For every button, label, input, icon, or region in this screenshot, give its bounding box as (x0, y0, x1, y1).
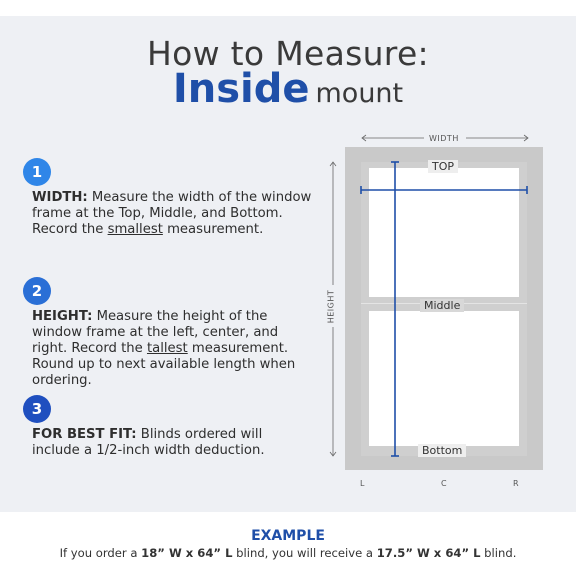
step-1-heading: WIDTH: (32, 190, 88, 205)
step-1-body: Measure the width of the window frame at the Top, Middle, and Bottom. Record the (32, 190, 312, 237)
example-text (0, 546, 576, 560)
example-text-part2: blind, you will receive a (232, 546, 377, 560)
title-emphasis: Inside (172, 66, 310, 112)
step-2-body: Measure the height of the window frame at the left, center, and right. Record the (32, 309, 279, 356)
upper-glass (369, 168, 519, 297)
example-text-part3: blind. (480, 546, 517, 560)
width-label: WIDTH (429, 134, 459, 143)
right-marker: R (513, 479, 520, 488)
top-label: TOP (428, 160, 458, 173)
example-title: EXAMPLE (251, 528, 325, 544)
title-suffix: mount (315, 78, 404, 109)
left-marker: L (360, 479, 365, 488)
step-1-highlight: smallest (107, 222, 163, 237)
step-3-badge: 3 (23, 395, 51, 423)
example-text-part1: If you order a (59, 546, 142, 560)
page-title: How to Measure: (147, 34, 429, 73)
bottom-label: Bottom (418, 444, 466, 457)
height-label: HEIGHT (326, 289, 336, 324)
step-2-highlight: tallest (146, 341, 188, 356)
step-1-body-end: measurement. (162, 222, 264, 237)
step-2-heading: HEIGHT: (32, 309, 93, 324)
step-3-body: Blinds ordered will include a 1/2-inch width deduction. (32, 427, 265, 458)
example-order-size: 18” W x 64” L (141, 546, 233, 560)
step-2-body-end: measurement. Round up to next available length when ordering. (32, 341, 296, 388)
step-1-badge: 1 (23, 158, 51, 186)
middle-label: Middle (420, 299, 464, 312)
lower-glass (369, 311, 519, 446)
step-2-badge: 2 (23, 277, 51, 305)
center-marker: C (441, 479, 448, 488)
step-3-heading: FOR BEST FIT: (32, 427, 137, 442)
example-received-size: 17.5” W x 64” L (376, 546, 481, 560)
